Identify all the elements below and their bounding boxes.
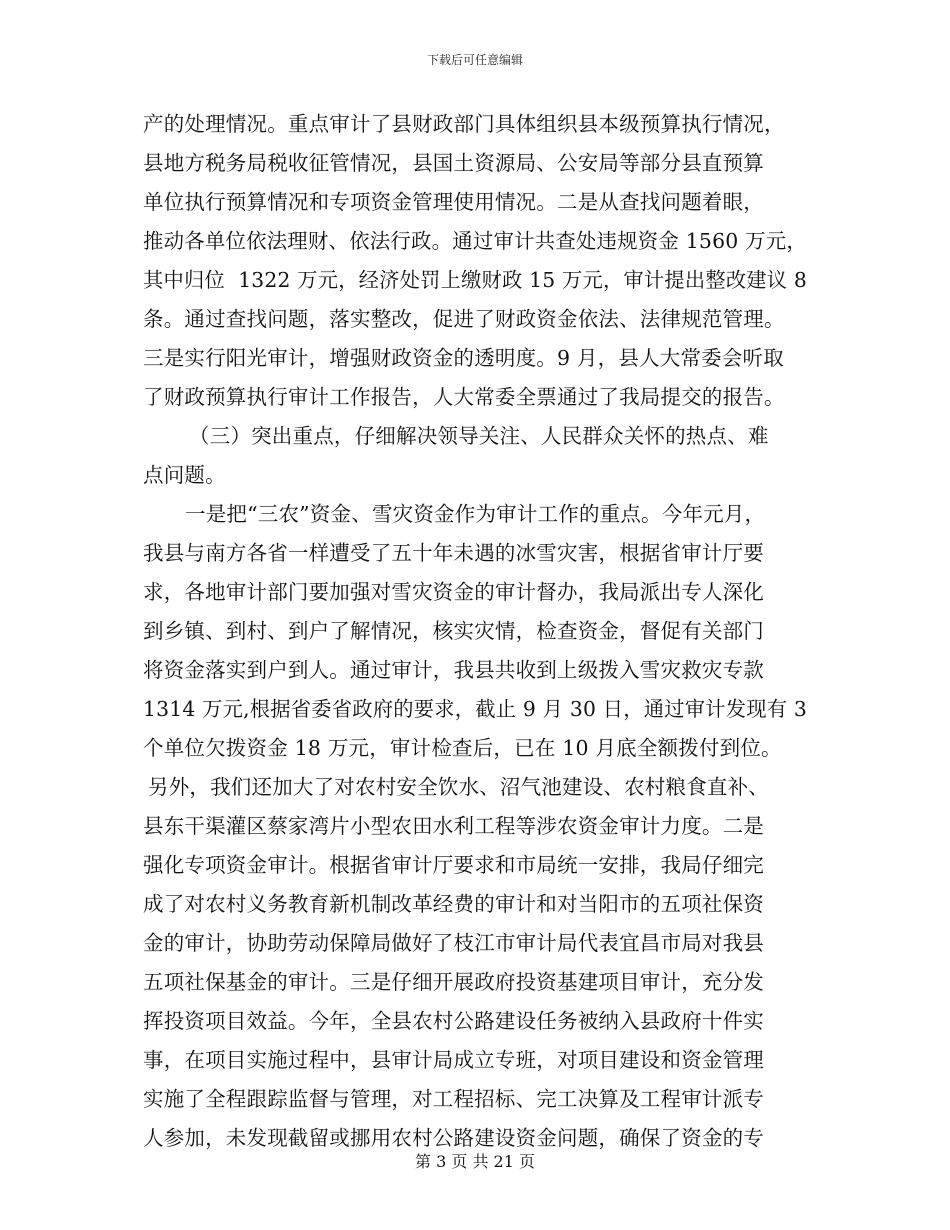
- body-line-15: 将资金落实到户到人。通过审计，我县共收到上级拨入雪灾救灾专款: [143, 658, 764, 682]
- page-number-footer: 第 3 页 共 21 页: [415, 1152, 535, 1171]
- body-line-24: 挥投资项目效益。今年，全县农村公路建设任务被纳入县政府十件实: [143, 1009, 764, 1033]
- body-line-7: 三是实行阳光审计，增强财政资金的透明度。9 月，县人大常委会听取: [143, 346, 784, 370]
- body-line-8: 了财政预算执行审计工作报告，人大常委全票通过了我局提交的报告。: [143, 385, 785, 409]
- body-line-20: 强化专项资金审计。根据省审计厅要求和市局统一安排，我局仔细完: [143, 853, 764, 877]
- body-line-19: 县东干渠灌区蔡家湾片小型农田水利工程等涉农资金审计力度。二是: [143, 814, 764, 838]
- body-line-12: 我县与南方各省一样遭受了五十年未遇的冰雪灾害，根据省审计厅要: [143, 541, 764, 565]
- body-line-6: 条。通过查找问题，落实整改，促进了财政资金依法、法律规范管理。: [143, 307, 785, 331]
- body-line-27: 人参加，未发现截留或挪用农村公路建设资金问题，确保了资金的专: [143, 1126, 764, 1150]
- body-line-10: 点问题。: [143, 463, 226, 487]
- body-line-5: 其中归位 1322 万元，经济处罚上缴财政 15 万元，审计提出整改建议 8: [143, 268, 807, 292]
- page-header-note: 下载后可任意编辑: [426, 53, 523, 67]
- body-line-14: 到乡镇、到村、到户了解情况，核实灾情，检查资金，督促有关部门: [143, 619, 764, 643]
- section-heading-3: （三）突出重点，仔细解决领导关注、人民群众关怀的热点、难: [189, 424, 769, 448]
- body-line-25: 事，在项目实施过程中，县审计局成立专班，对项目建设和资金管理: [143, 1048, 764, 1072]
- body-line-11: 一是把“三农”资金、雪灾资金作为审计工作的重点。今年元月，: [185, 502, 766, 526]
- body-line-26: 实施了全程跟踪监督与管理，对工程招标、完工决算及工程审计派专: [143, 1087, 764, 1111]
- body-line-3: 单位执行预算情况和专项资金管理使用情况。二是从查找问题着眼，: [143, 190, 764, 214]
- body-line-2: 县地方税务局税收征管情况，县国土资源局、公安局等部分县直预算: [143, 151, 764, 175]
- body-line-16: 1314 万元,根据省委省政府的要求，截止 9 月 30 日，通过审计发现有 3: [143, 697, 807, 721]
- body-line-22: 金的审计，协助劳动保障局做好了枝江市审计局代表宜昌市局对我县: [143, 931, 764, 955]
- body-line-23: 五项社保基金的审计。三是仔细开展政府投资基建项目审计，充分发: [143, 970, 764, 994]
- body-line-17: 个单位欠拨资金 18 万元，审计检查后，已在 10 月底全额拨付到位。: [143, 736, 782, 760]
- body-line-18: 另外，我们还加大了对农村安全饮水、沼气池建设、农村粮食直补、: [148, 775, 769, 799]
- body-line-4: 推动各单位依法理财、依法行政。通过审计共查处违规资金 1560 万元，: [143, 229, 807, 253]
- body-line-21: 成了对农村义务教育新机制改革经费的审计和对当阳市的五项社保资: [143, 892, 764, 916]
- body-line-1: 产的处理情况。重点审计了县财政部门具体组织县本级预算执行情况，: [143, 112, 785, 136]
- body-line-13: 求，各地审计部门要加强对雪灾资金的审计督办，我局派出专人深化: [143, 580, 764, 604]
